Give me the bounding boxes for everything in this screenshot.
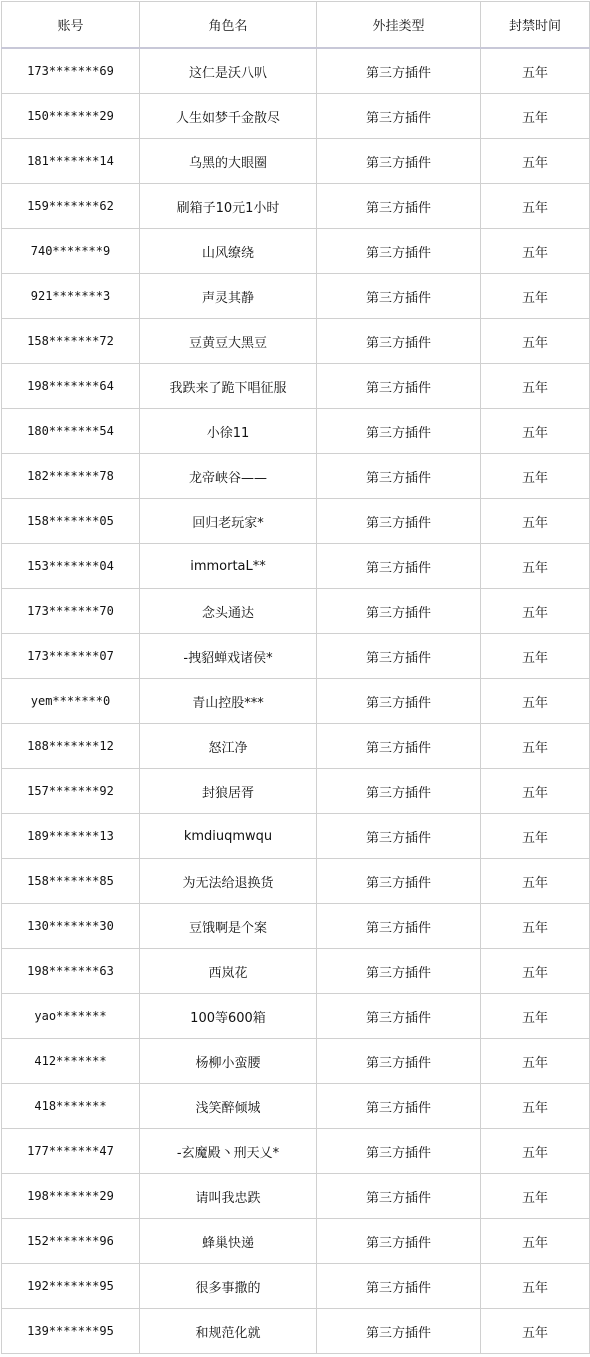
table-row	[2, 1129, 590, 1174]
cheat-type-cell: 第三方插件	[317, 814, 481, 859]
cheat-type-cell: 第三方插件	[317, 859, 481, 904]
account-cell: 158*******72	[2, 319, 140, 364]
ban-duration-cell: 五年	[481, 1309, 590, 1354]
account-cell: 180*******54	[2, 409, 140, 454]
ban-duration-cell: 五年	[481, 1039, 590, 1084]
account-cell: 181*******14	[2, 139, 140, 184]
role-name-cell: 小徐11	[140, 409, 317, 454]
ban-duration-cell: 五年	[481, 184, 590, 229]
ban-duration-cell: 五年	[481, 409, 590, 454]
table-row	[2, 859, 590, 904]
role-name-cell: 人生如梦千金散尽	[140, 94, 317, 139]
role-name-cell: 乌黑的大眼圈	[140, 139, 317, 184]
account-cell: 198*******64	[2, 364, 140, 409]
cheat-type-cell: 第三方插件	[317, 904, 481, 949]
ban-duration-cell: 五年	[481, 679, 590, 724]
table-row	[2, 319, 590, 364]
role-name-cell: 100等600箱	[140, 994, 317, 1039]
role-name-cell: 声灵其静	[140, 274, 317, 319]
ban-duration-cell: 五年	[481, 859, 590, 904]
role-name-cell: 念头通达	[140, 589, 317, 634]
role-name-cell: 我跌来了跪下唱征服	[140, 364, 317, 409]
table-row	[2, 679, 590, 724]
table-row	[2, 904, 590, 949]
table-row	[2, 994, 590, 1039]
role-name-cell: 豆饿啊是个案	[140, 904, 317, 949]
ban-duration-cell: 五年	[481, 319, 590, 364]
role-name-cell: 和规范化就	[140, 1309, 317, 1354]
role-name-cell: -拽貂蝉戏诸侯*	[140, 634, 317, 679]
ban-duration-cell: 五年	[481, 904, 590, 949]
table-row	[2, 1174, 590, 1219]
table-row	[2, 544, 590, 589]
ban-duration-cell: 五年	[481, 544, 590, 589]
table-row	[2, 1309, 590, 1354]
account-cell: 192*******95	[2, 1264, 140, 1309]
role-name-cell: 山风缭绕	[140, 229, 317, 274]
role-name-cell: -玄魔殿丶刑天乂*	[140, 1129, 317, 1174]
table-row	[2, 364, 590, 409]
ban-duration-cell: 五年	[481, 769, 590, 814]
cheat-type-cell: 第三方插件	[317, 769, 481, 814]
cheat-type-cell: 第三方插件	[317, 1039, 481, 1084]
cheat-type-cell: 第三方插件	[317, 229, 481, 274]
table-row	[2, 949, 590, 994]
header-role-name: 角色名	[140, 2, 317, 49]
cheat-type-cell: 第三方插件	[317, 454, 481, 499]
account-cell: 182*******78	[2, 454, 140, 499]
role-name-cell: 蜂巢快递	[140, 1219, 317, 1264]
role-name-cell: 刷箱子10元1小时	[140, 184, 317, 229]
cheat-type-cell: 第三方插件	[317, 994, 481, 1039]
ban-duration-cell: 五年	[481, 229, 590, 274]
cheat-type-cell: 第三方插件	[317, 1309, 481, 1354]
cheat-type-cell: 第三方插件	[317, 1129, 481, 1174]
cheat-type-cell: 第三方插件	[317, 139, 481, 184]
table-row	[2, 499, 590, 544]
role-name-cell: 青山控股***	[140, 679, 317, 724]
ban-duration-cell: 五年	[481, 949, 590, 994]
cheat-type-cell: 第三方插件	[317, 1084, 481, 1129]
role-name-cell: 浅笑醉倾城	[140, 1084, 317, 1129]
cheat-type-cell: 第三方插件	[317, 1264, 481, 1309]
ban-duration-cell: 五年	[481, 994, 590, 1039]
account-cell: 139*******95	[2, 1309, 140, 1354]
account-cell: 157*******92	[2, 769, 140, 814]
account-cell: yao*******	[2, 994, 140, 1039]
ban-duration-cell: 五年	[481, 589, 590, 634]
cheat-type-cell: 第三方插件	[317, 679, 481, 724]
account-cell: 188*******12	[2, 724, 140, 769]
ban-duration-cell: 五年	[481, 274, 590, 319]
account-cell: 159*******62	[2, 184, 140, 229]
ban-duration-cell: 五年	[481, 139, 590, 184]
account-cell: 412*******	[2, 1039, 140, 1084]
table-header	[2, 2, 590, 49]
table-row	[2, 139, 590, 184]
header-account: 账号	[2, 2, 140, 49]
table-row	[2, 274, 590, 319]
table-body	[2, 48, 590, 1354]
table-row	[2, 454, 590, 499]
account-cell: 153*******04	[2, 544, 140, 589]
table-row	[2, 1264, 590, 1309]
cheat-type-cell: 第三方插件	[317, 499, 481, 544]
table-row	[2, 589, 590, 634]
account-cell: 158*******05	[2, 499, 140, 544]
account-cell: 198*******63	[2, 949, 140, 994]
cheat-type-cell: 第三方插件	[317, 1219, 481, 1264]
ban-duration-cell: 五年	[481, 1219, 590, 1264]
table-row	[2, 769, 590, 814]
cheat-type-cell: 第三方插件	[317, 94, 481, 139]
table-row	[2, 1039, 590, 1084]
ban-duration-cell: 五年	[481, 1264, 590, 1309]
role-name-cell: 杨柳小蛮腰	[140, 1039, 317, 1084]
ban-duration-cell: 五年	[481, 724, 590, 769]
role-name-cell: 请叫我忠跌	[140, 1174, 317, 1219]
cheat-type-cell: 第三方插件	[317, 48, 481, 94]
table-row	[2, 94, 590, 139]
account-cell: 740*******9	[2, 229, 140, 274]
account-cell: 130*******30	[2, 904, 140, 949]
ban-duration-cell: 五年	[481, 454, 590, 499]
account-cell: 198*******29	[2, 1174, 140, 1219]
header-cheat-type: 外挂类型	[317, 2, 481, 49]
cheat-type-cell: 第三方插件	[317, 364, 481, 409]
header-ban-duration: 封禁时间	[481, 2, 590, 49]
role-name-cell: 豆黄豆大黑豆	[140, 319, 317, 364]
ban-duration-cell: 五年	[481, 94, 590, 139]
ban-duration-cell: 五年	[481, 1174, 590, 1219]
cheat-type-cell: 第三方插件	[317, 949, 481, 994]
account-cell: 150*******29	[2, 94, 140, 139]
cheat-type-cell: 第三方插件	[317, 184, 481, 229]
account-cell: 173*******69	[2, 48, 140, 94]
ban-list-table	[1, 1, 590, 1354]
role-name-cell: 龙帝峡谷——	[140, 454, 317, 499]
cheat-type-cell: 第三方插件	[317, 724, 481, 769]
table-row	[2, 724, 590, 769]
account-cell: 152*******96	[2, 1219, 140, 1264]
table-row	[2, 48, 590, 94]
table-row	[2, 1084, 590, 1129]
table-row	[2, 184, 590, 229]
role-name-cell: immortaL**	[140, 544, 317, 589]
cheat-type-cell: 第三方插件	[317, 274, 481, 319]
account-cell: 418*******	[2, 1084, 140, 1129]
account-cell: 158*******85	[2, 859, 140, 904]
role-name-cell: 回归老玩家*	[140, 499, 317, 544]
account-cell: yem*******0	[2, 679, 140, 724]
ban-duration-cell: 五年	[481, 634, 590, 679]
role-name-cell: 西岚花	[140, 949, 317, 994]
account-cell: 177*******47	[2, 1129, 140, 1174]
role-name-cell: 为无法给退换货	[140, 859, 317, 904]
cheat-type-cell: 第三方插件	[317, 319, 481, 364]
ban-duration-cell: 五年	[481, 1129, 590, 1174]
table-row	[2, 634, 590, 679]
role-name-cell: 这仁是沃八叭	[140, 48, 317, 94]
cheat-type-cell: 第三方插件	[317, 1174, 481, 1219]
ban-duration-cell: 五年	[481, 1084, 590, 1129]
role-name-cell: 封狼居胥	[140, 769, 317, 814]
cheat-type-cell: 第三方插件	[317, 544, 481, 589]
account-cell: 173*******70	[2, 589, 140, 634]
ban-duration-cell: 五年	[481, 499, 590, 544]
ban-duration-cell: 五年	[481, 814, 590, 859]
cheat-type-cell: 第三方插件	[317, 409, 481, 454]
cheat-type-cell: 第三方插件	[317, 634, 481, 679]
table-row	[2, 409, 590, 454]
account-cell: 173*******07	[2, 634, 140, 679]
role-name-cell: 很多事撒的	[140, 1264, 317, 1309]
cheat-type-cell: 第三方插件	[317, 589, 481, 634]
header-row	[2, 2, 590, 49]
role-name-cell: kmdiuqmwqu	[140, 814, 317, 859]
table-row	[2, 814, 590, 859]
ban-duration-cell: 五年	[481, 48, 590, 94]
account-cell: 189*******13	[2, 814, 140, 859]
role-name-cell: 怒江净	[140, 724, 317, 769]
account-cell: 921*******3	[2, 274, 140, 319]
table-row	[2, 1219, 590, 1264]
table-row	[2, 229, 590, 274]
ban-duration-cell: 五年	[481, 364, 590, 409]
